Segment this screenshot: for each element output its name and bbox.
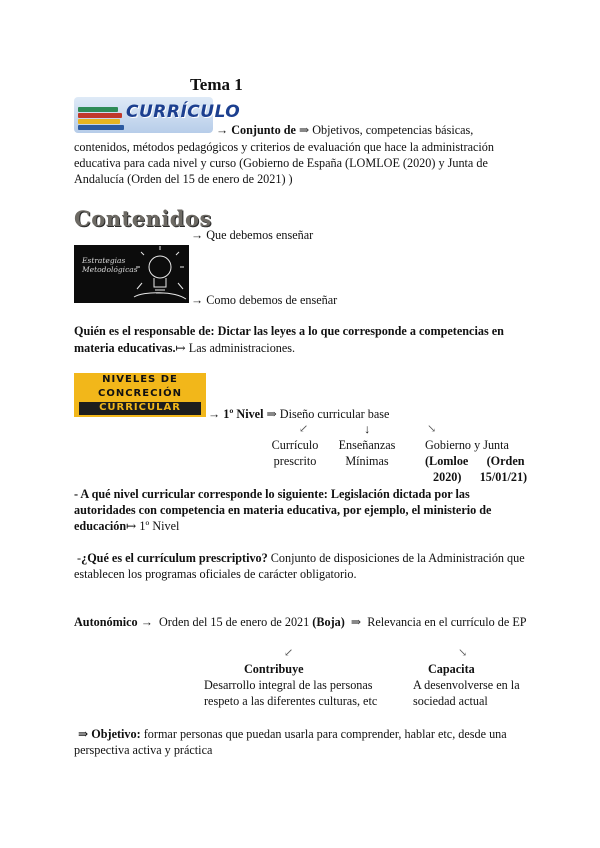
- page-title: Tema 1: [190, 75, 243, 94]
- contenidos-text: → Que debemos enseñar: [191, 228, 314, 242]
- col-ensenanzas-line1: Enseñanzas: [338, 438, 396, 452]
- niveles-first-level: [208, 406, 389, 422]
- metodologia-image: [74, 245, 189, 303]
- answer-text: ↦ 1º Nivel: [126, 519, 180, 533]
- objetivo-label: ⇒ Objetivo:: [78, 727, 141, 741]
- curriculo-definition-line4: Andalucía (Orden del 15 de enero de 2021) ): [74, 172, 293, 186]
- niveles-logo-line2: CONCRECIÓN: [97, 388, 182, 399]
- arrow-down-left-icon: ↙: [299, 423, 309, 435]
- niveles-logo-line1: NIVELES DE: [102, 374, 178, 385]
- contenidos-logo-text: Contenidos: [74, 206, 212, 231]
- question-nivel-line3: [74, 518, 179, 534]
- arrow: →: [208, 407, 221, 421]
- curriculo-definition-line2: contenidos, métodos pedagógicos y criterios de evaluación que hace la administración: [74, 140, 494, 154]
- objetivo-line2: perspectiva activa y práctica: [74, 743, 213, 757]
- nivel-label: 1º Nivel: [223, 407, 264, 421]
- col-gobierno-line3: 2020) 15/01/21): [433, 470, 528, 484]
- answer-text: ↦ Las administraciones.: [175, 341, 296, 355]
- metodologia-logo-text: Estrategias Metodológicas: [82, 256, 138, 274]
- curriculo-logo-text: CURRÍCULO: [126, 102, 241, 122]
- col-ensenanzas-line2: Mínimas: [345, 454, 389, 468]
- contribuye-line1: Desarrollo integral de las personas: [204, 678, 373, 692]
- contribuye-line2: respeto a las diferentes culturas, etc: [204, 694, 378, 708]
- question-responsable-line1: Quién es el responsable de: Dictar las leyes a lo que corresponde a competencias en: [74, 324, 504, 338]
- curriculo-logo-image: [74, 97, 241, 133]
- contenidos-logo-image: [74, 206, 212, 236]
- nivel-description: ⇒ Diseño curricular base: [263, 407, 390, 421]
- niveles-logo-line3: CURRICULAR: [99, 402, 181, 413]
- autonomico-line: [74, 614, 527, 630]
- bold-term: Conjunto de: [231, 123, 296, 137]
- arrow-down-right-icon: ↘: [427, 423, 437, 435]
- contribuye-heading: Contribuye: [244, 662, 304, 676]
- question-bold: educación: [74, 519, 127, 533]
- col-gobierno-line2: (Lomloe (Orden: [425, 454, 525, 468]
- relevancia-text: ⇒ Relevancia en el currículo de EP: [344, 615, 527, 629]
- boja-label: (Boja): [312, 615, 345, 629]
- capacita-line1: A desenvolverse en la: [413, 678, 520, 692]
- question-nivel-line2: autoridades con competencia en materia educativa, por ejemplo, el ministerio de: [74, 503, 492, 517]
- col-curriculo-line1: Currículo: [271, 438, 319, 452]
- books-icon: [78, 107, 126, 129]
- question-responsable-line2: [74, 340, 295, 356]
- question-nivel-line1: - A qué nivel curricular corresponde lo siguiente: Legislación dictada por las: [74, 487, 470, 501]
- question-bold: materia educativas.: [74, 341, 176, 355]
- question-curriculum-line2: establecen los programas oficiales de carácter obligatorio.: [74, 567, 357, 581]
- definition-text: ⇒ Objetivos, competencias básicas,: [295, 123, 474, 137]
- niveles-concrecion-image: [74, 373, 206, 417]
- autonomico-label: Autonómico: [74, 615, 138, 629]
- capacita-heading: Capacita: [428, 662, 475, 676]
- lightbulb-icon: [74, 245, 189, 303]
- curriculo-definition-line1: [216, 122, 473, 138]
- metodologia-text: → Como debemos de enseñar: [191, 293, 338, 307]
- curriculo-definition-line3: educativa para cada nivel y curso (Gobierno de España (LOMLOE (2020) y Junta de: [74, 156, 488, 170]
- objetivo-line1: [78, 726, 507, 742]
- dash: -: [74, 551, 82, 565]
- question-curriculum-line1: [74, 550, 525, 566]
- col-curriculo-line2: prescrito: [273, 454, 317, 468]
- question-bold: ¿Qué es el currículum prescriptivo?: [81, 551, 268, 565]
- capacita-line2: sociedad actual: [413, 694, 488, 708]
- arrow-down-right-icon: ↘: [458, 647, 468, 659]
- arrow-down-left-icon: ↙: [284, 647, 294, 659]
- arrow-down-icon: ↓: [364, 422, 371, 436]
- answer-text: Conjunto de disposiciones de la Administración que: [267, 551, 525, 565]
- objetivo-text: formar personas que puedan usarla para comprender, hablar etc, desde una: [140, 727, 507, 741]
- orden-text: → Orden del 15 de enero de 2021: [137, 615, 313, 629]
- col-gobierno-line1: Gobierno y Junta: [425, 438, 509, 452]
- arrow: →: [216, 123, 229, 137]
